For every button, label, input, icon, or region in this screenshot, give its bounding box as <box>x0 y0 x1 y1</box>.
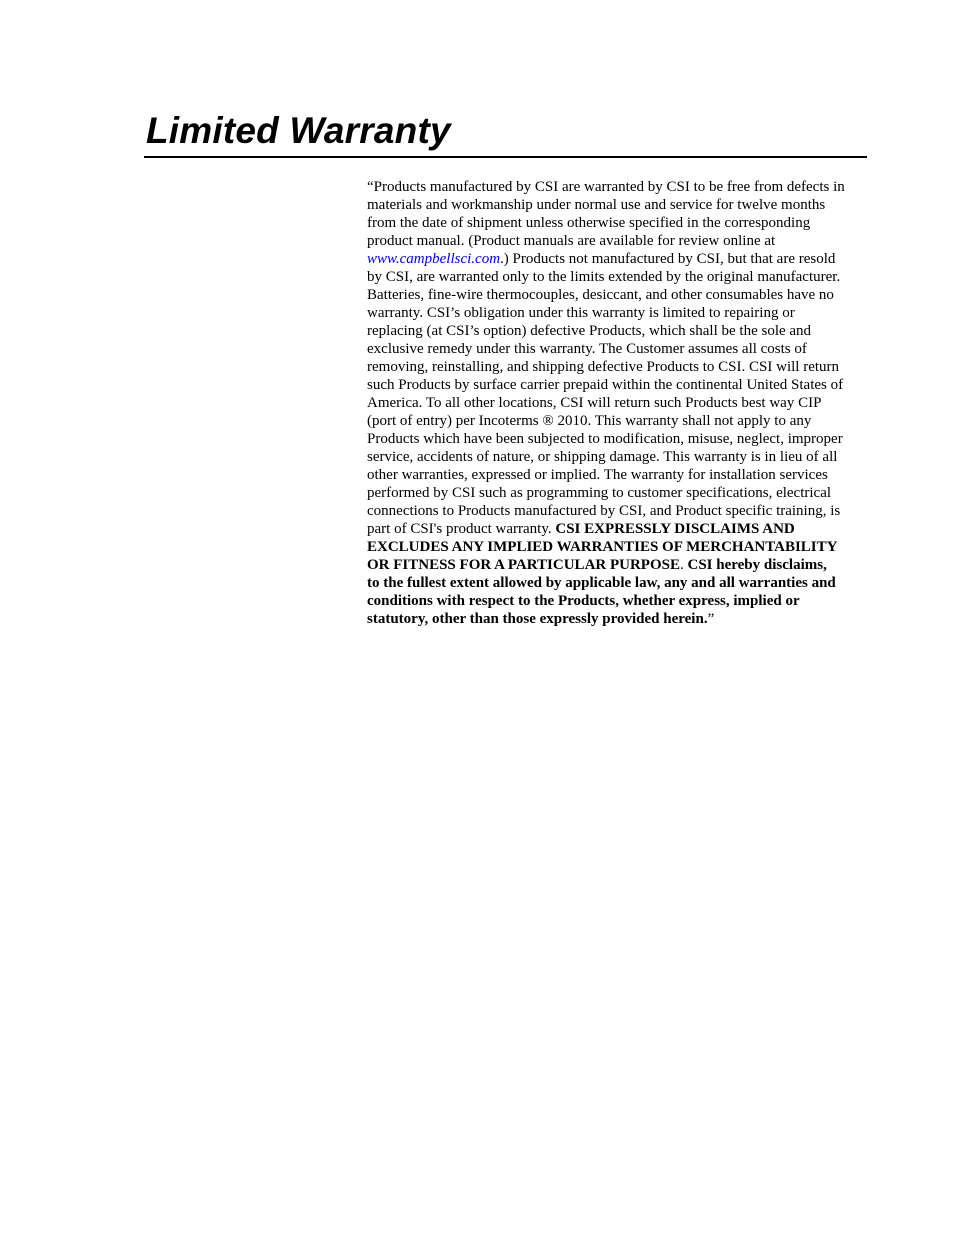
text-line <box>367 250 845 268</box>
body-text: ” <box>707 611 715 627</box>
bold-disclaimer-text: statutory, other than those expressly provided herein. <box>367 611 708 627</box>
body-text: Batteries, fine-wire thermocouples, desiccant, and other consumables have no <box>367 287 834 303</box>
text-line <box>367 340 845 358</box>
text-line <box>367 574 845 592</box>
body-text: service, accidents of nature, or shipping damage. This warranty is in lieu of all <box>367 449 838 465</box>
text-line <box>367 430 845 448</box>
body-text: by CSI, are warranted only to the limits extended by the original manufacturer. <box>367 269 841 285</box>
text-line <box>367 214 845 232</box>
body-text: other warranties, expressed or implied. The warranty for installation services <box>367 467 828 483</box>
bold-disclaimer-text: conditions with respect to the Products, whether express, implied or <box>367 593 800 609</box>
text-line <box>367 196 845 214</box>
text-line <box>367 322 845 340</box>
body-text: America. To all other locations, CSI will return such Products best way CIP <box>367 395 822 411</box>
text-line <box>367 610 845 628</box>
text-line <box>367 412 845 430</box>
text-line <box>367 376 845 394</box>
bold-disclaimer-text: EXCLUDES ANY IMPLIED WARRANTIES OF MERCHANTABILITY <box>367 539 838 555</box>
body-text: . <box>680 557 688 573</box>
body-text: removing, reinstalling, and shipping defective Products to CSI. CSI will return <box>367 359 840 375</box>
website-link[interactable]: www.campbellsci.com <box>367 251 501 267</box>
body-text: Products which have been subjected to modification, misuse, neglect, improper <box>367 431 843 447</box>
text-line <box>367 286 845 304</box>
text-line <box>367 178 845 196</box>
bold-disclaimer-text: CSI hereby disclaims, <box>687 557 827 573</box>
text-line <box>367 466 845 484</box>
body-text: performed by CSI such as programming to customer specifications, electrical <box>367 485 832 501</box>
bold-disclaimer-text: OR FITNESS FOR A PARTICULAR PURPOSE <box>367 557 680 573</box>
body-text: such Products by surface carrier prepaid within the continental United States of <box>367 377 844 393</box>
bold-disclaimer-text: to the fullest extent allowed by applicable law, any and all warranties and <box>367 575 836 591</box>
body-text: (port of entry) per Incoterms ® 2010. This warranty shall not apply to any <box>367 413 812 429</box>
text-line <box>367 358 845 376</box>
text-line <box>367 448 845 466</box>
text-line <box>367 304 845 322</box>
body-text: product manual. (Product manuals are available for review online at <box>367 233 776 249</box>
text-line <box>367 592 845 610</box>
bold-disclaimer-text: CSI EXPRESSLY DISCLAIMS AND <box>555 521 795 537</box>
body-text: part of CSI's product warranty. <box>367 521 556 537</box>
text-line <box>367 268 845 286</box>
body-text: “Products manufactured by CSI are warranted by CSI to be free from defects in <box>367 179 845 195</box>
text-line <box>367 538 845 556</box>
warranty-paragraph <box>367 178 845 628</box>
body-text: warranty. CSI’s obligation under this warranty is limited to repairing or <box>367 305 795 321</box>
body-text: materials and workmanship under normal use and service for twelve months <box>367 197 826 213</box>
text-line <box>367 556 845 574</box>
body-text: from the date of shipment unless otherwise specified in the corresponding <box>367 215 811 231</box>
body-text: replacing (at CSI’s option) defective Products, which shall be the sole and <box>367 323 812 339</box>
text-line <box>367 502 845 520</box>
body-text: .) Products not manufactured by CSI, but that are resold <box>500 251 836 267</box>
text-line <box>367 520 845 538</box>
text-line <box>367 394 845 412</box>
title-divider <box>144 156 867 158</box>
body-text: connections to Products manufactured by CSI, and Product specific training, is <box>367 503 841 519</box>
page-title: Limited Warranty <box>146 110 451 151</box>
text-line <box>367 232 845 250</box>
body-text: exclusive remedy under this warranty. The Customer assumes all costs of <box>367 341 807 357</box>
text-line <box>367 484 845 502</box>
